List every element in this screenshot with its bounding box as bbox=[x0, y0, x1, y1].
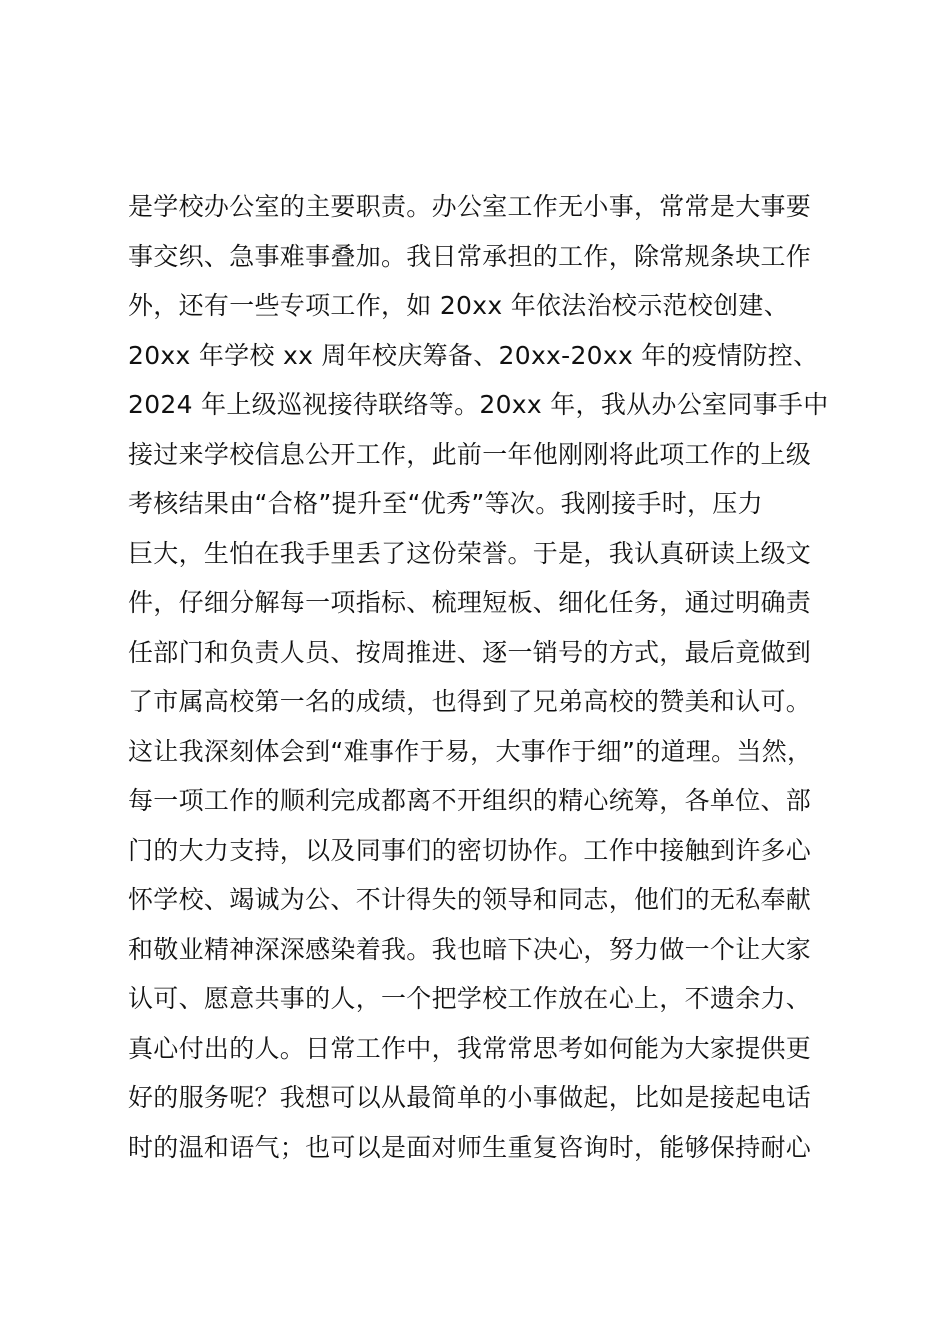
body-paragraph bbox=[128, 182, 868, 1172]
text-line: 2024 年上级巡视接待联络等。20xx 年，我从办公室同事手中 bbox=[128, 390, 829, 419]
text-line: 这让我深刻体会到“难事作于易，大事作于细”的道理。当然， bbox=[128, 736, 813, 766]
text-line: 时的温和语气；也可以是面对师生重复咨询时，能够保持耐心 bbox=[128, 1132, 812, 1162]
text-line: 门的大力支持，以及同事们的密切协作。工作中接触到许多心 bbox=[128, 835, 812, 865]
text-line: 是学校办公室的主要职责。办公室工作无小事，常常是大事要 bbox=[128, 192, 812, 221]
text-line: 外，还有一些专项工作，如 20xx 年依法治校示范校创建、 bbox=[128, 291, 789, 320]
text-line: 接过来学校信息公开工作，此前一年他刚刚将此项工作的上级 bbox=[128, 439, 812, 469]
text-line: 了市属高校第一名的成绩，也得到了兄弟高校的赞美和认可。 bbox=[128, 687, 812, 716]
text-line: 认可、愿意共事的人，一个把学校工作放在心上，不遗余力、 bbox=[128, 984, 812, 1013]
text-line: 任部门和负责人员、按周推进、逐一销号的方式，最后竟做到 bbox=[128, 637, 812, 667]
text-line: 每一项工作的顺利完成都离不开组织的精心统筹，各单位、部 bbox=[128, 786, 812, 815]
text-line: 考核结果由“合格”提升至“优秀”等次。我刚接手时，压力 bbox=[128, 489, 763, 518]
text-line: 好的服务呢？我想可以从最简单的小事做起，比如是接起电话 bbox=[128, 1083, 812, 1112]
text-line: 件，仔细分解每一项指标、梳理短板、细化任务，通过明确责 bbox=[128, 588, 812, 617]
text-line: 20xx 年学校 xx 周年校庆筹备、20xx-20xx 年的疫情防控、 bbox=[128, 340, 819, 370]
text-line: 事交织、急事难事叠加。我日常承担的工作，除常规条块工作 bbox=[128, 241, 812, 271]
text-line: 真心付出的人。日常工作中，我常常思考如何能为大家提供更 bbox=[128, 1033, 812, 1063]
text-line: 巨大，生怕在我手里丢了这份荣誉。于是，我认真研读上级文 bbox=[128, 538, 812, 568]
text-line: 怀学校、竭诚为公、不计得失的领导和同志，他们的无私奉献 bbox=[128, 885, 812, 914]
text-line: 和敬业精神深深感染着我。我也暗下决心，努力做一个让大家 bbox=[128, 934, 812, 964]
